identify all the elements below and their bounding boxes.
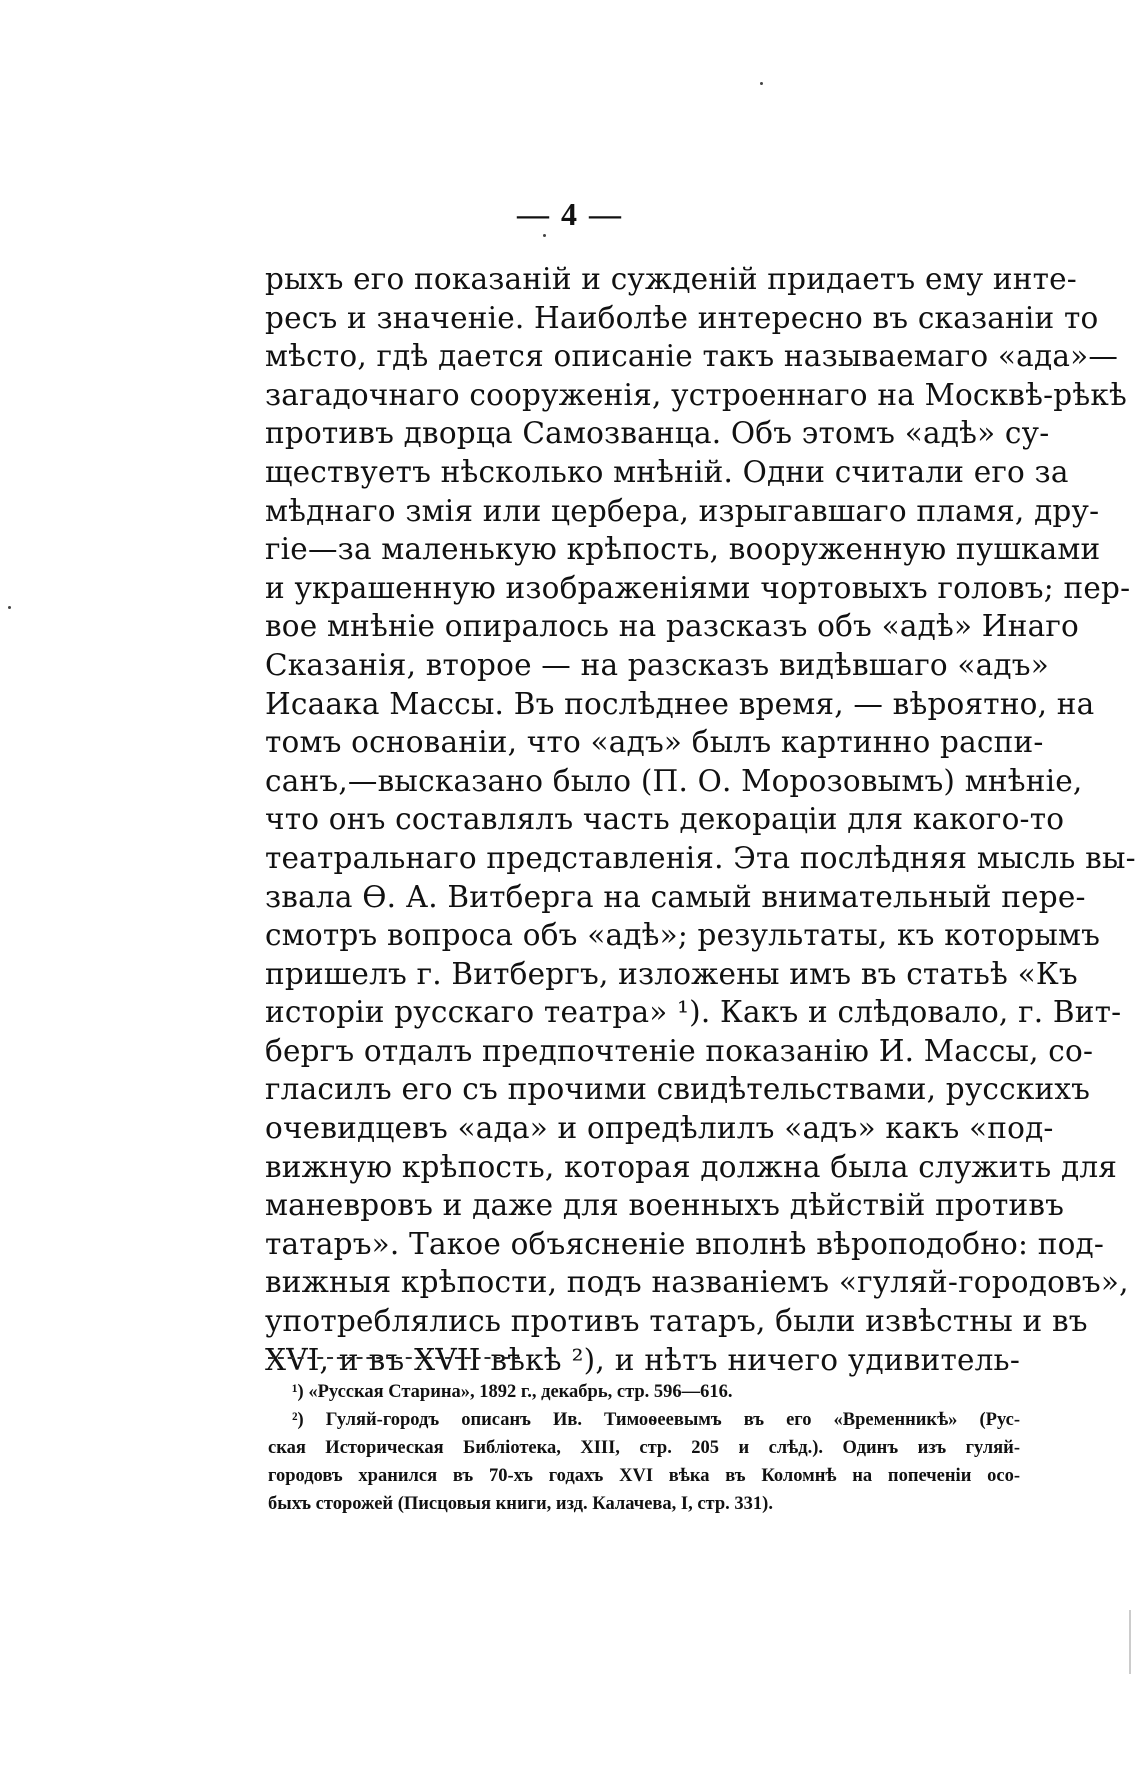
text-line: театральнаго представленія. Эта послѣдняя мысль вы- [265,840,1136,875]
text-line: употреблялись противъ татаръ, были извѣстны и въ [265,1304,1088,1339]
footnote-1: ¹) «Русская Старина», 1892 г., декабрь, стр. 596—616. [292,1382,733,1402]
scan-edge-mark [1129,1610,1131,1674]
body-text [265,260,1136,1379]
scan-speck [760,82,763,85]
text-line: Исаака Массы. Въ послѣднее время, — вѣроятно, на [265,686,1095,721]
text-line: ществуетъ нѣсколько мнѣній. Одни считали его за [265,454,1069,489]
footnote-2-line: ская Историческая Библіотека, XIII, стр. 205 и слѣд.). Одинъ изъ гуляй- [268,1438,1020,1458]
text-line: вижныя крѣпости, подъ названіемъ «гуляй-городовъ», [265,1265,1129,1300]
text-line: маневровъ и даже для военныхъ дѣйствій противъ [265,1188,1065,1223]
text-line: вое мнѣніе опиралось на разсказъ объ «адѣ» Инаго [265,609,1079,644]
text-line: XVI, и въ XVII вѣкѣ ²), и нѣтъ ничего удивитель- [265,1342,1020,1377]
text-line: смотръ вопроса объ «адѣ»; результаты, къ которымъ [265,918,1101,953]
text-line: томъ основаніи, что «адъ» былъ картинно распи- [265,725,1044,760]
text-line: очевидцевъ «ада» и опредѣлилъ «адъ» какъ «под- [265,1111,1054,1146]
text-line: татаръ». Такое объясненіе вполнѣ вѣроподобно: под- [265,1226,1105,1261]
scan-speck [543,234,546,237]
text-line: что онъ составлялъ часть декораціи для какого-то [265,802,1065,837]
text-line: мѣднаго змія или цербера, изрыгавшаго пламя, дру- [265,493,1100,528]
text-line: исторіи русскаго театра» ¹). Какъ и слѣдовало, г. Вит- [265,995,1122,1030]
text-line: вижную крѣпость, которая должна была служить для [265,1149,1118,1184]
text-line: бергъ отдалъ предпочтеніе показанію И. Массы, со- [265,1033,1094,1068]
footnote-divider [268,1357,520,1359]
text-line: противъ дворца Самозванца. Объ этомъ «адѣ» су- [265,416,1050,451]
text-line: гіе—за маленькую крѣпость, вооруженную пушками [265,532,1101,567]
footnote-2-line: быхъ сторожей (Писцовыя книги, изд. Калачева, I, стр. 331). [268,1494,773,1514]
text-line: загадочнаго сооруженія, устроеннаго на Москвѣ-рѣкѣ [265,377,1127,412]
text-line: рыхъ его показаній и сужденій придаетъ ему инте- [265,262,1077,296]
text-line: мѣсто, гдѣ дается описаніе такъ называемаго «ада»— [265,339,1119,374]
text-line: и украшенную изображеніями чортовыхъ головъ; пер- [265,570,1131,605]
text-line: Сказанія, второе — на разсказъ видѣвшаго «адъ» [265,647,1050,682]
footnote-2-line: ²) Гуляй-городъ описанъ Ив. Тимоѳеевымъ въ его «Временникѣ» (Рус- [292,1410,1020,1430]
text-line: звала Ѳ. А. Витберга на самый внимательный пере- [265,879,1086,914]
scan-speck [8,606,11,609]
text-line: санъ,—высказано было (П. О. Морозовымъ) мнѣніе, [265,763,1083,798]
text-line: ресъ и значеніе. Наиболѣе интересно въ сказаніи то [265,300,1099,335]
page-number: — 4 — [517,196,623,232]
footnote-2-line: городовъ хранился въ 70-хъ годахъ XVI вѣка въ Коломнѣ на попеченіи осо- [268,1466,1020,1486]
footnotes [268,1378,1020,1518]
text-line: пришелъ г. Витбергъ, изложены имъ въ статьѣ «Къ [265,956,1078,991]
text-line: гласилъ его съ прочими свидѣтельствами, русскихъ [265,1072,1091,1107]
